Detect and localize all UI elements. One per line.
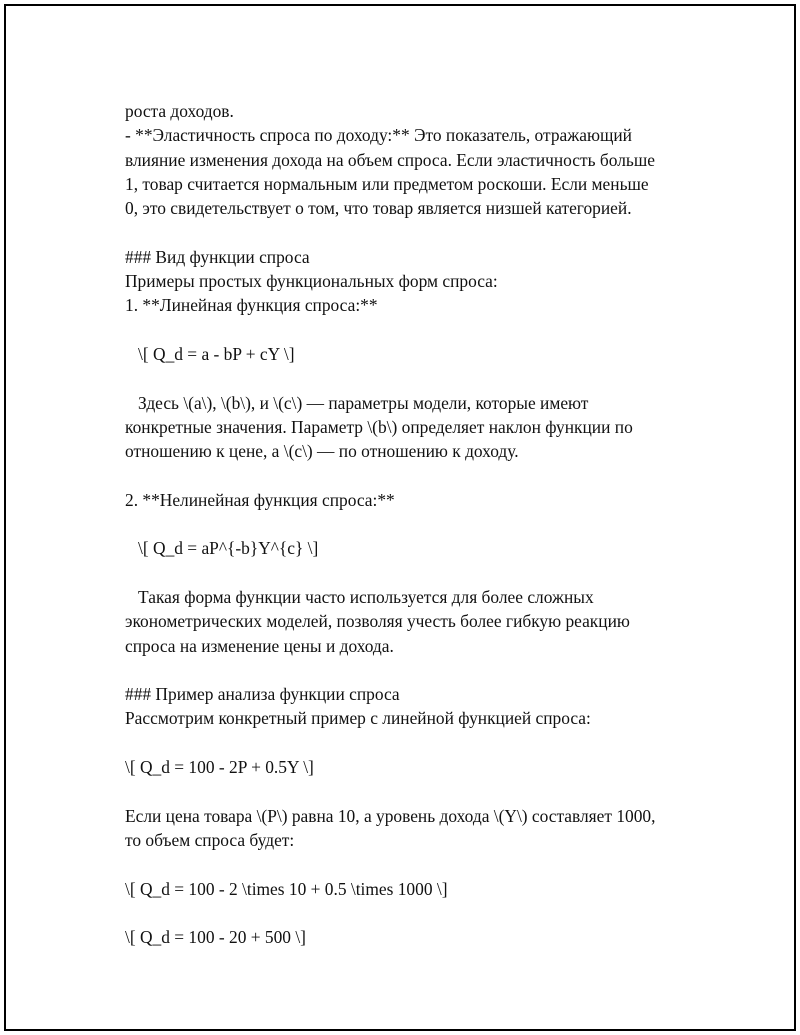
formula-line: \[ Q_d = aP^{-b}Y^{c} \] [125,538,319,559]
formula-line: \[ Q_d = a - bP + cY \] [125,343,295,364]
formula-line: \[ Q_d = 100 - 2P + 0.5Y \] [125,757,314,778]
blank-line [125,318,745,342]
section-heading: ### Вид функции спроса [125,246,310,267]
section-heading: ### Пример анализа функции спроса [125,684,400,705]
text-line: 1, товар считается нормальным или предметом роскоши. Если меньше [125,173,649,194]
text-line: 0, это свидетельствует о том, что товар является низшей категорией. [125,198,632,219]
text-line: Рассмотрим конкретный пример с линейной функцией спроса: [125,708,591,729]
blank-line [125,658,745,682]
blank-line [125,561,745,585]
text-line: конкретные значения. Параметр \(b\) определяет наклон функции по [125,416,633,437]
blank-line [125,463,745,487]
blank-line [125,901,745,925]
text-line: - **Эластичность спроса по доходу:** Это показатель, отражающий [125,125,632,146]
page-frame [4,4,796,1031]
text-line: Такая форма функции часто используется для более сложных [125,586,594,607]
text-line: эконометрических моделей, позволяя учесть более гибкую реакцию [125,611,630,632]
blank-line [125,220,745,244]
blank-line [125,852,745,876]
formula-line: \[ Q_d = 100 - 2 \times 10 + 0.5 \times 1000 \] [125,878,448,899]
text-line: Здесь \(a\), \(b\), и \(c\) — параметры модели, которые имеют [125,392,589,413]
text-line: то объем спроса будет: [125,829,295,850]
blank-line [125,779,745,803]
text-line: влияние изменения дохода на объем спроса. Если эластичность больше [125,149,655,170]
formula-line: \[ Q_d = 100 - 20 + 500 \] [125,927,306,948]
list-item-heading: 2. **Нелинейная функция спроса:** [125,489,395,510]
document-body [125,99,745,949]
text-line: роста доходов. [125,101,234,121]
text-line: Если цена товара \(P\) равна 10, а уровень дохода \(Y\) составляет 1000, [125,805,656,826]
list-item-heading: 1. **Линейная функция спроса:** [125,295,378,316]
blank-line [125,731,745,755]
text-line: спроса на изменение цены и дохода. [125,635,394,656]
text-line: Примеры простых функциональных форм спроса: [125,271,498,292]
text-line: отношению к цене, а \(c\) — по отношению к доходу. [125,441,519,462]
blank-line [125,512,745,536]
blank-line [125,366,745,390]
